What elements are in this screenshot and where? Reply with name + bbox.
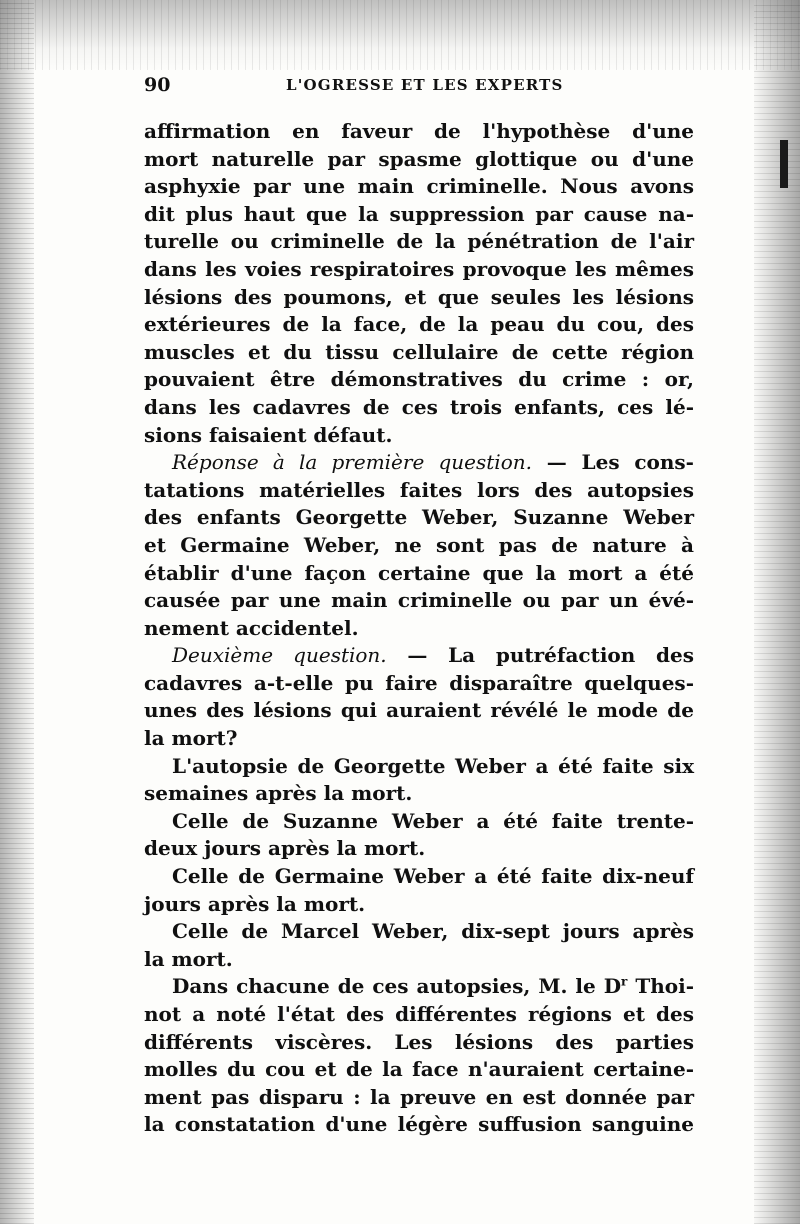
running-title: L'OGRESSE ET LES EXPERTS [286,76,564,94]
text-segment: not a noté l'état des différentes régions et des [144,1002,694,1026]
text-line [144,780,694,808]
text-segment: la mort? [144,726,238,751]
text-segment: différents viscères. Les lésions des parties [144,1029,694,1054]
text-line [144,504,694,532]
text-segment: cadavres a-t-elle pu faire disparaître quelques- [144,670,694,695]
text-segment: dit plus haut que la suppression par cause na- [144,201,694,226]
text-line [144,891,694,919]
text-segment: lésions des poumons, et que seules les lésions [144,284,694,309]
text-line [144,808,694,836]
text-line [144,615,694,643]
text-segment: semaines après la mort. [144,781,413,806]
superscript: r [621,974,628,989]
text-segment: Celle de Marcel Weber, dix-sept jours après [172,919,694,944]
text-line [144,422,694,450]
text-line [144,118,694,146]
italic-heading: Réponse à la première question. [172,450,532,475]
text-segment: et Germaine Weber, ne sont pas de nature à [144,532,694,557]
text-segment: muscles et du tissu cellulaire de cette région [144,339,694,364]
body-text [144,118,694,1139]
text-line [144,973,694,1001]
text-line [144,587,694,615]
text-line [144,449,694,477]
text-line [144,228,694,256]
page-number: 90 [144,74,171,96]
text-segment: dans les cadavres de ces trois enfants, ces lé- [144,394,694,419]
text-line [144,532,694,560]
text-segment: la mort. [144,946,233,971]
text-line [144,863,694,891]
text-segment: turelle ou criminelle de la pénétration de l'air [144,229,694,254]
text-line [144,477,694,505]
text-segment: sions faisaient défaut. [144,422,393,447]
text-line [144,1029,694,1057]
text-segment: Thoi- [627,974,695,999]
text-line [144,697,694,725]
text-segment: — La putréfaction des [386,643,694,668]
text-line [144,394,694,422]
scan-edge-left [0,0,34,1224]
text-segment: Dans chacune de ces autopsies, M. le D [172,974,622,999]
scan-edge-top [0,0,800,70]
text-segment: ment pas disparu : la preuve en est donnée par [144,1084,694,1109]
text-segment: deux jours après la mort. [144,836,426,861]
text-line [144,311,694,339]
text-segment: tatations matérielles faites lors des autopsies [144,477,694,502]
text-line [144,1084,694,1112]
text-line [144,146,694,174]
text-segment: nement accidentel. [144,615,359,640]
text-segment: la constatation d'une légère suffusion sanguine [144,1112,694,1137]
text-segment: affirmation en faveur de l'hypothèse d'une [144,119,694,143]
scan-edge-right [754,0,800,1224]
text-line [144,642,694,670]
text-line [144,366,694,394]
text-segment: des enfants Georgette Weber, Suzanne Weber [144,505,694,530]
scan-edge-mark [780,140,788,188]
text-segment: Celle de Germaine Weber a été faite dix-neuf [172,864,694,889]
text-line [144,339,694,367]
text-line [144,1056,694,1084]
text-line [144,1001,694,1029]
text-line [144,670,694,698]
text-segment: Celle de Suzanne Weber a été faite trente- [172,808,694,833]
text-line [144,1111,694,1139]
text-segment: molles du cou et de la face n'auraient certaine- [144,1057,694,1082]
text-segment: mort naturelle par spasme glottique ou d'une [144,146,694,171]
text-segment: extérieures de la face, de la peau du cou, des [144,312,694,337]
text-line [144,835,694,863]
text-line [144,918,694,946]
text-line [144,946,694,974]
text-segment: établir d'une façon certaine que la mort a été [144,560,694,585]
text-segment: — Les cons- [531,450,694,475]
text-line [144,173,694,201]
text-line [144,753,694,781]
text-line [144,256,694,284]
text-segment: asphyxie par une main criminelle. Nous avons [144,174,694,199]
text-segment: jours après la mort. [144,891,366,916]
text-segment: dans les voies respiratoires provoque les mêmes [144,256,694,281]
text-line [144,725,694,753]
text-segment: L'autopsie de Georgette Weber a été faite six [172,753,694,778]
text-line [144,560,694,588]
text-segment: causée par une main criminelle ou par un évé- [144,588,694,613]
page-header [144,74,694,102]
text-segment: pouvaient être démonstratives du crime : or, [144,367,694,392]
text-segment: unes des lésions qui auraient révélé le mode de [144,698,694,723]
italic-heading: Deuxième question. [172,643,387,668]
text-line [144,284,694,312]
text-line [144,201,694,229]
